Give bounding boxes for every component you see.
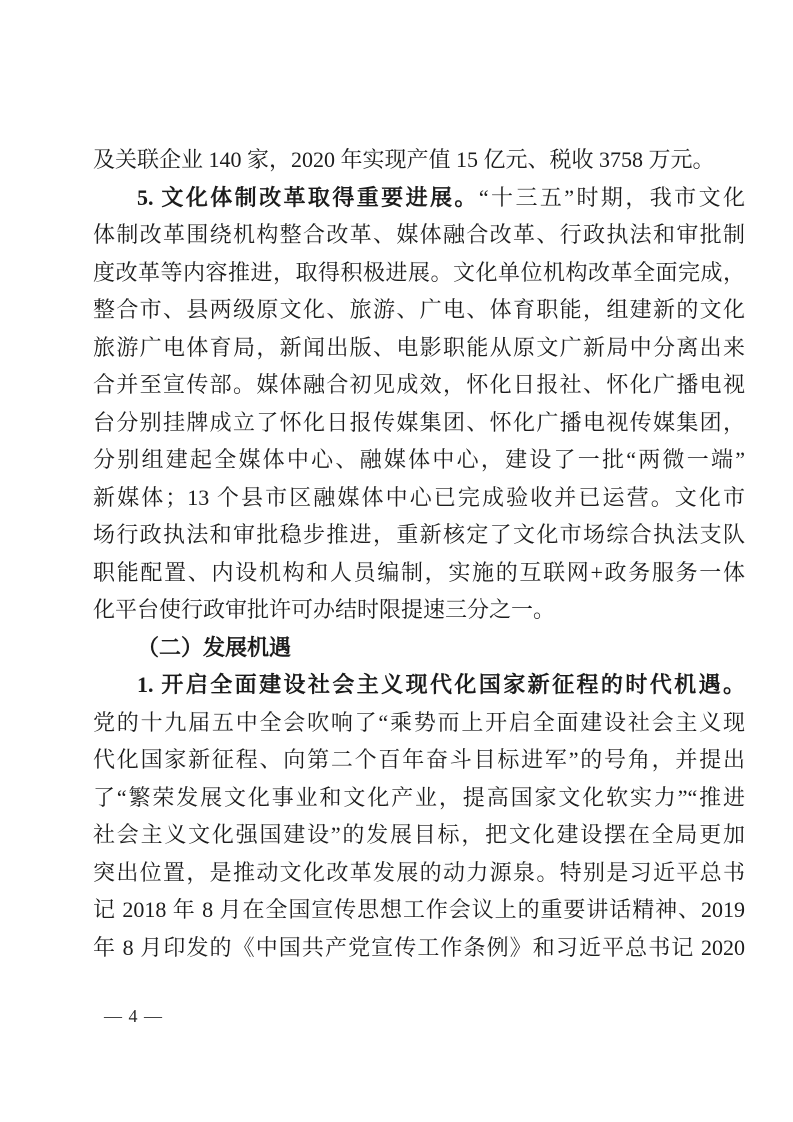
text-run: 年 8 月印发的《中国共产党宣传工作条例》和习近平总书记 2020 [93, 934, 745, 960]
text-line [93, 329, 745, 367]
text-line [93, 366, 745, 404]
bold-text-run: 1. 开启全面建设社会主义现代化国家新征程的时代机遇。 [137, 672, 745, 697]
text-run: 旅游广电体育局，新闻出版、电影职能从原文广新局中分离出来 [93, 334, 745, 360]
text-run: 新媒体；13 个县市区融媒体中心已完成验收并已运营。文化市 [93, 484, 745, 510]
document-body [93, 141, 745, 966]
text-line [93, 891, 745, 929]
text-line [93, 254, 745, 292]
text-line [93, 554, 745, 592]
text-run: 职能配置、内设机构和人员编制，实施的互联网+政务服务一体 [93, 559, 745, 585]
text-run: 化平台使行政审批许可办结时限提速三分之一。 [93, 597, 556, 622]
text-run: 场行政执法和审批稳步推进，重新核定了文化市场综合执法支队 [93, 522, 745, 547]
text-line [93, 216, 745, 254]
page-number: — 4 — [104, 1006, 163, 1026]
text-line [93, 441, 745, 479]
text-run: 台分别挂牌成立了怀化日报传媒集团、怀化广播电视传媒集团， [93, 409, 745, 435]
text-run: 度改革等内容推进，取得积极进展。文化单位机构改革全面完成， [93, 259, 745, 285]
text-line [93, 816, 745, 854]
text-line [93, 516, 745, 554]
text-line [93, 666, 745, 704]
bold-text-run: 5. 文化体制改革取得重要进展。 [137, 184, 479, 210]
text-line [93, 291, 745, 329]
text-line [93, 479, 745, 517]
text-line [93, 179, 745, 217]
text-run: 党的十九届五中全会吹响了“乘势而上开启全面建设社会主义现 [93, 709, 745, 735]
text-run: “十三五”时期，我市文化 [478, 184, 745, 210]
text-line [93, 404, 745, 442]
text-run: 突出位置，是推动文化改革发展的动力源泉。特别是习近平总书 [93, 859, 745, 885]
text-run: 体制改革围绕机构整合改革、媒体融合改革、行政执法和审批制 [93, 222, 745, 247]
text-run: 及关联企业 140 家，2020 年实现产值 15 亿元、税收 3758 万元。 [93, 147, 715, 172]
text-line [93, 741, 745, 779]
text-line [93, 929, 745, 967]
text-run: 代化国家新征程、向第二个百年奋斗目标进军”的号角，并提出 [93, 747, 745, 772]
text-line [93, 629, 745, 667]
text-run: 整合市、县两级原文化、旅游、广电、体育职能，组建新的文化 [93, 297, 745, 322]
text-run: 合并至宣传部。媒体融合初见成效，怀化日报社、怀化广播电视 [93, 372, 745, 397]
text-line [93, 591, 745, 629]
text-line [93, 779, 745, 817]
text-run: 社会主义文化强国建设”的发展目标，把文化建设摆在全局更加 [93, 822, 745, 847]
text-run: 记 2018 年 8 月在全国宣传思想工作会议上的重要讲话精神、2019 [93, 897, 745, 922]
text-line [93, 141, 745, 179]
bold-text-run: （二）发展机遇 [137, 634, 292, 660]
text-line [93, 704, 745, 742]
text-run: 分别组建起全媒体中心、融媒体中心，建设了一批“两微一端” [93, 447, 745, 472]
text-line [93, 854, 745, 892]
text-run: 了“繁荣发展文化事业和文化产业，提高国家文化软实力”“推进 [93, 784, 745, 810]
